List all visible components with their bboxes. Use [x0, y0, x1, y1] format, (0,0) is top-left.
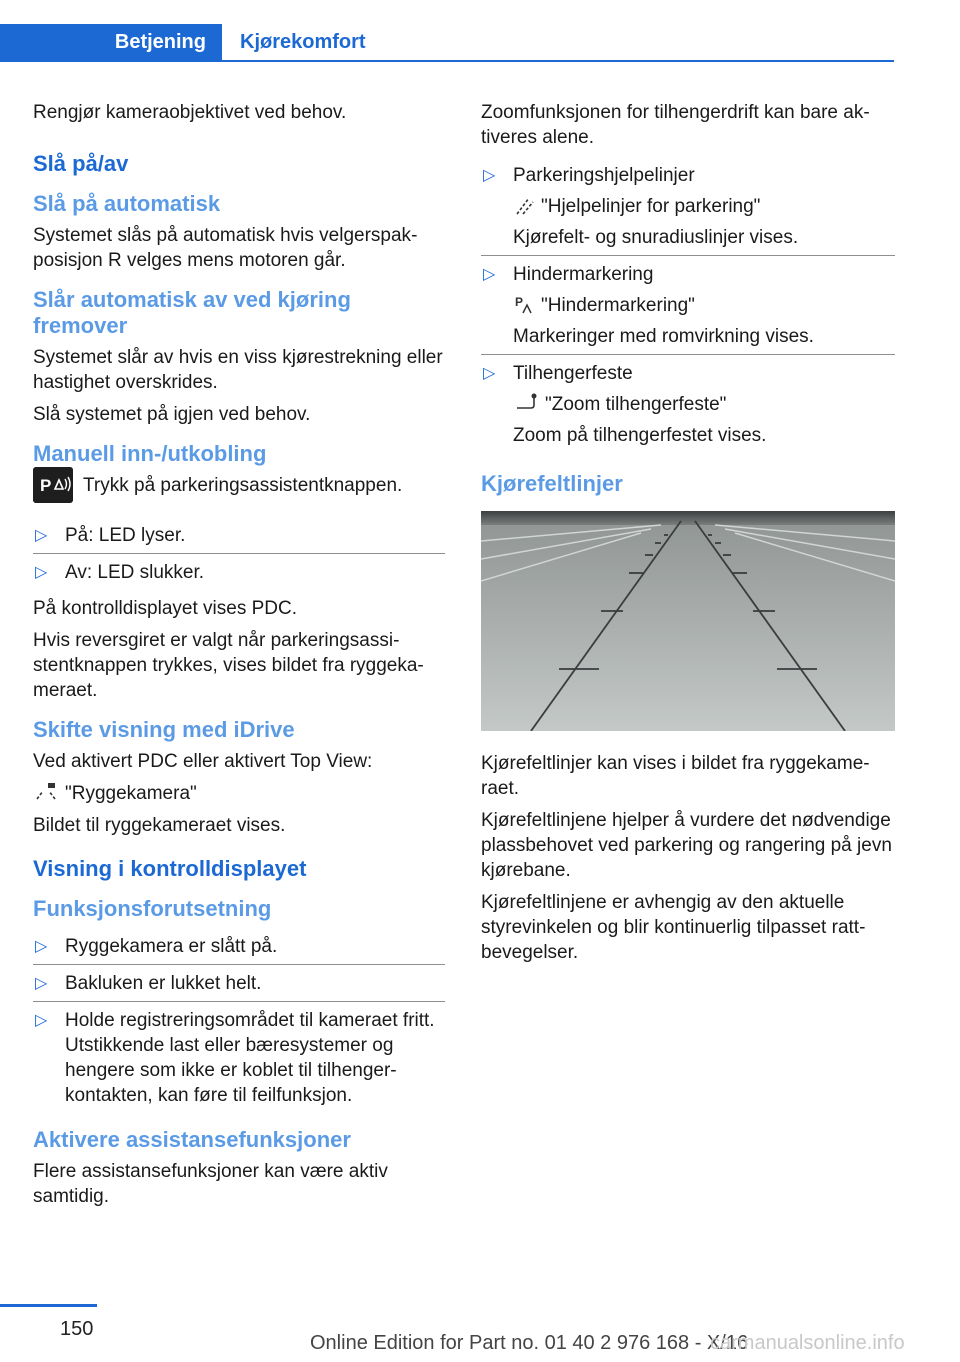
page-number: 150 [60, 1318, 94, 1340]
pdc-text: På kontrolldisplayet vises PDC. [33, 598, 297, 619]
triangle-bullet-icon: ▷ [483, 167, 496, 184]
list-item: ▷ Av: LED slukker. [35, 562, 205, 583]
tab-kjorekomfort[interactable]: Kjørekomfort [240, 30, 366, 53]
list-item: ▷ Hindermarkering P "Hindermarkering" Markeringer med romvirkning vises. [481, 256, 895, 355]
heading-idrive: Skifte visning med iDrive [33, 717, 295, 742]
led-list [33, 517, 445, 590]
lanes-text-3: Kjørefeltlinjene er avhengig av den aktuelle styrevinkelen og blir kontinuerlig tilpasset rattbevegelser. [481, 892, 866, 963]
triangle-bullet-icon: ▷ [35, 564, 48, 581]
heading-prereq: Funksjonsforutsetning [33, 896, 272, 921]
list-item: ▷ Bakluken er lukket helt. [33, 965, 445, 1002]
zoom-text: Zoomfunksjonen for tilhengerdrift kan bare aktiveres alene. [481, 102, 870, 148]
tab-betjening[interactable]: Betjening [0, 24, 222, 60]
trailer-hitch-icon [513, 392, 539, 414]
prereq-list [33, 928, 445, 1113]
triangle-bullet-icon: ▷ [483, 365, 496, 382]
heading-on-off: Slå på/av [33, 151, 129, 176]
heading-auto-off: Slår automatisk av ved kjøring fremover [33, 287, 351, 338]
list-item: ▷ På: LED lyser. [33, 517, 445, 554]
function-list [481, 157, 895, 453]
heading-manual: Manuell inn-/utkobling [33, 441, 267, 466]
header-tabbar [0, 24, 960, 62]
heading-lanes: Kjørefeltlinjer [481, 471, 623, 496]
heading-display: Visning i kontrolldisplayet [33, 856, 307, 881]
svg-text:P: P [515, 295, 524, 309]
header-rule [0, 60, 894, 62]
edition-text: Online Edition for Part no. 01 40 2 976 168 - X/16 [310, 1332, 749, 1354]
footer-rule [0, 1304, 97, 1307]
svg-text:P: P [40, 476, 52, 495]
triangle-bullet-icon: ▷ [35, 975, 48, 992]
heading-assist: Aktivere assistansefunksjoner [33, 1127, 351, 1152]
bildet-text: Bildet til ryggekameraet vises. [33, 815, 286, 836]
manual-row [33, 473, 445, 505]
auto-off-text-2: Slå systemet på igjen ved behov. [33, 404, 311, 425]
idrive-text: Ved aktivert PDC eller aktivert Top View: [33, 751, 373, 772]
list-item: ▷ Holde registreringsområdet til kameraet fritt. Utstikkende last eller bæresystemer og hengere som ikke er koblet til tilhengerkontakten, kan føre til feilfunksjon. [35, 1010, 435, 1106]
ryggekamera-line: "Ryggekamera" [33, 781, 445, 806]
lanes-text-1: Kjørefeltlinjer kan vises i bildet fra ryggekameraet. [481, 753, 870, 799]
rear-camera-icon [33, 781, 59, 803]
manual-text: Trykk på parkeringsassistentknappen. [83, 475, 403, 496]
reverse-text: Hvis reversgiret er valgt når parkeringsassistentknappen trykkes, vises bildet fra ryggekameraet. [33, 630, 424, 701]
left-column [33, 100, 445, 1216]
right-column [481, 100, 895, 972]
watermark: carmanualsonline.info [710, 1332, 905, 1354]
list-item: ▷ Tilhengerfeste "Zoom tilhengerfeste" Zoom på tilhengerfestet vises. [483, 363, 767, 446]
auto-on-text: Systemet slås på automatisk hvis velgerspakposisjon R velges mens motoren går. [33, 225, 418, 271]
lane-lines-image [481, 511, 895, 731]
triangle-bullet-icon: ▷ [483, 266, 496, 283]
assist-text: Flere assistansefunksjoner kan være aktiv samtidig. [33, 1161, 388, 1207]
list-item: ▷ Parkeringshjelpelinjer "Hjelpelinjer for parkering" Kjørefelt- og snuradiuslinjer vises. [481, 157, 895, 256]
triangle-bullet-icon: ▷ [35, 1012, 48, 1029]
heading-auto-on: Slå på automatisk [33, 191, 221, 216]
triangle-bullet-icon: ▷ [35, 527, 48, 544]
lanes-text-2: Kjørefeltlinjene hjelper å vurdere det nødvendige plassbehovet ved parkering og rangering på jevn kjørebane. [481, 810, 892, 881]
list-item: ▷ Ryggekamera er slått på. [33, 928, 445, 965]
intro-text: Rengjør kameraobjektivet ved behov. [33, 102, 347, 123]
triangle-bullet-icon: ▷ [35, 938, 48, 955]
parking-assist-button-icon [33, 467, 73, 503]
parking-lines-icon [513, 194, 535, 216]
auto-off-text: Systemet slår av hvis en viss kjørestrekning eller hastighet overskrides. [33, 347, 443, 393]
obstacle-marking-icon [513, 293, 535, 315]
